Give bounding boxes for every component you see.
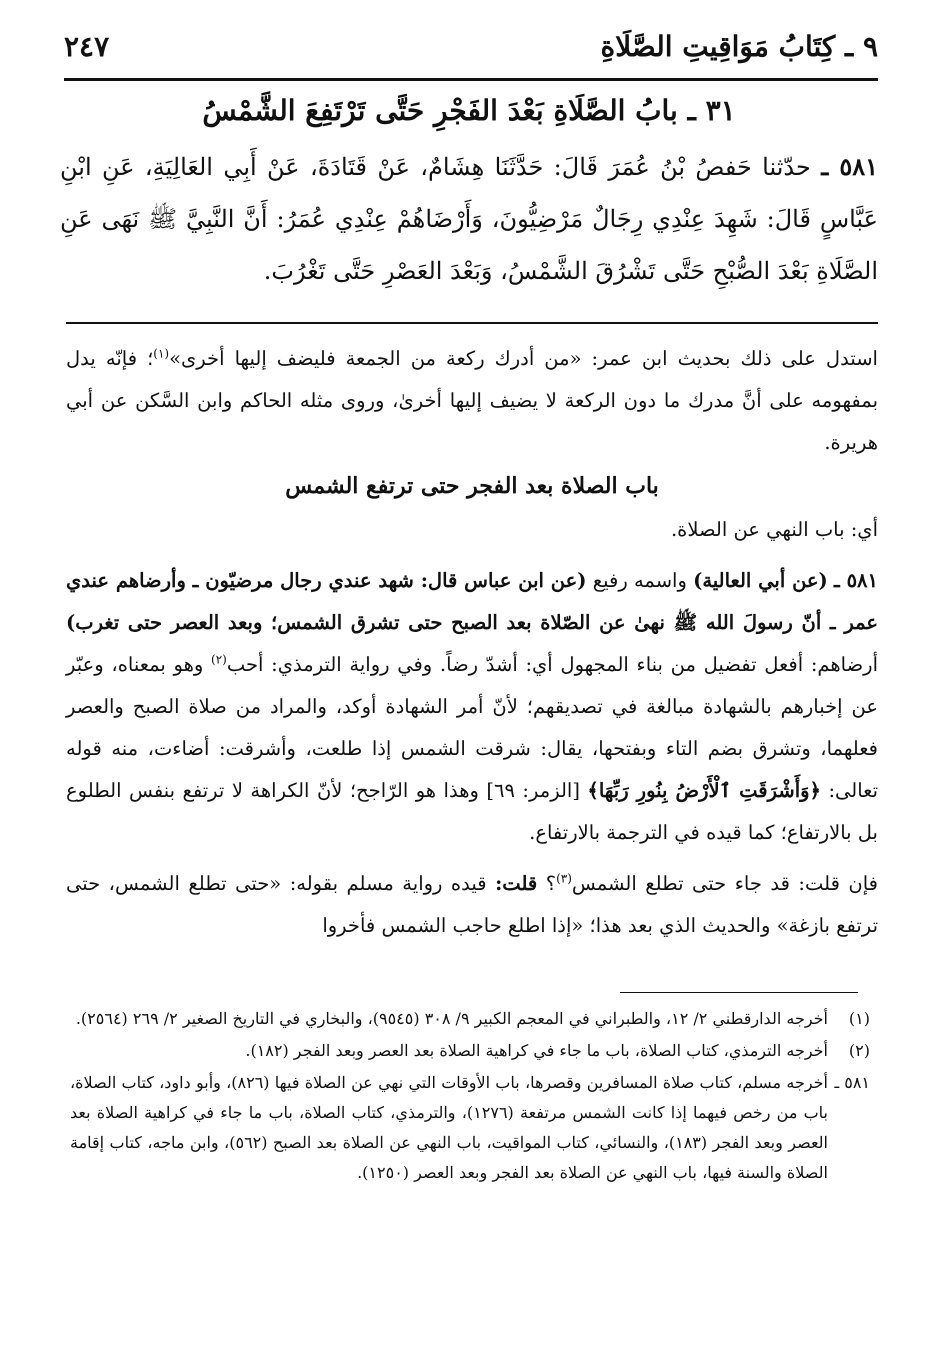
commentary-text: واسمه رفيع	[586, 569, 694, 592]
footnote-number: ٥٨١ ـ	[834, 1073, 870, 1092]
footnote	[70, 1036, 870, 1066]
commentary-paragraph	[66, 338, 878, 464]
commentary-title: باب الصلاة بعد الفجر حتى ترتفع الشمس	[285, 473, 659, 499]
qultu-label: قلت:	[495, 872, 538, 895]
commentary-paragraph	[66, 560, 878, 854]
page-number: ٢٤٧	[64, 30, 110, 63]
footnotes	[70, 1004, 870, 1190]
hadith-text	[60, 141, 878, 297]
footnote	[70, 1004, 870, 1034]
narrator-name: (عن أبي العالية)	[693, 569, 828, 592]
footnote-text: أخرجه الترمذي، كتاب الصلاة، باب ما جاء في كراهية الصلاة بعد العصر وبعد الفجر (١٨٢).	[245, 1041, 828, 1060]
footnote-text: أخرجه مسلم، كتاب صلاة المسافرين وقصرها، باب الأوقات التي نهي عن الصلاة فيها (٨٢٦)، وأبو داود، كتاب الصلاة، باب من رخص فيهما إذا كانت الشمس مرتفعة (١٢٧٦)، والترمذي، كتاب الصلاة، باب ما جاء في كراهية الصلاة بعد العصر وبعد الفجر (١٨٣)، والنسائي، كتاب المواقيت، باب النهي عن الصلاة بعد الصبح (٥٦٢)، وابن ماجه، كتاب إقامة الصلاة والسنة فيها، باب النهي عن الصلاة بعد الفجر وبعد العصر (١٢٥٠).	[70, 1073, 829, 1182]
quoted-hadith: (عن ابن عباس قال: شهد عندي رجال مرضيّون ـ وأرضاهم عندي عمر ـ أنّ رسولَ الله ﷺ نهىٰ عن الصّلاة بعد الصبح حتى تشرق الشمس؛ وبعد العصر حتى تغرب)	[66, 569, 878, 634]
commentary-text: وهو بمعناه، وعبّر عن إخبارهم بالشهادة مبالغة في تصديقهم؛ لأنّ أمر الشهادة أوكد، والمراد من صلاة الصبح والعصر فعلهما، وتشرق بضم التاء وبفتحها، يقال: شرقت الشمس إذا طلعت، وأشرقت: أضاءت، منه قوله تعالى:	[66, 653, 879, 802]
quran-verse: ﴿وَأَشْرَقَتِ ٱلْأَرْضُ بِنُورِ رَبِّهَا﴾	[587, 779, 821, 802]
hadith-block	[60, 94, 878, 297]
commentary-text: [الزمر: ٦٩] وهذا هو الرّاجح؛ لأنّ الكراهة لا ترتفع بنفس الطلوع بل بالارتفاع؛ كما قيده في الترجمة بالارتفاع.	[66, 779, 878, 844]
commentary-text: أرضاهم: أفعل تفضيل من بناء المجهول أي: أشدّ رضاً. وفي رواية الترمذي: أحب	[226, 653, 879, 676]
commentary-paragraph: أي: باب النهي عن الصلاة.	[670, 518, 878, 541]
chapter-title: ٣١ ـ بابُ الصَّلَاةِ بَعْدَ الفَجْرِ حَتَّى تَرْتَفِعَ الشَّمْسُ	[202, 94, 736, 127]
commentary-text: ؛ فإنّه يدل بمفهومه على أنَّ مدرك ما دون الركعة لا يضيف إليها أخرىٰ، وروى مثله الحاكم وابن السَّكن عن أبي هريرة.	[66, 347, 878, 454]
footnote	[70, 1068, 870, 1188]
hadith-number: ٥٨١ ـ	[834, 569, 878, 592]
footnote-ref: (٣)	[556, 871, 572, 886]
text-divider	[66, 322, 878, 324]
running-title: ٩ ـ كِتَابُ مَوَاقِيتِ الصَّلَاةِ	[600, 30, 878, 63]
commentary-text: قيده رواية مسلم بقوله: «حتى تطلع الشمس، حتى ترتفع بازغة» والحديث الذي بعد هذا؛ «إذا اطلع حاجب الشمس فأخروا	[66, 872, 878, 937]
footnote-text: أخرجه الدارقطني ٢/ ١٢، والطبراني في المعجم الكبير ٩/ ٣٠٨ (٩٥٤٥)، والبخاري في التاريخ الصغير ٢/ ٢٦٩ (٢٥٦٤).	[75, 1009, 828, 1028]
footnote-ref: (٢)	[211, 652, 227, 667]
commentary-text: فإن قلت: قد جاء حتى تطلع الشمس	[571, 872, 878, 895]
hadith-number: ٥٨١ ـ	[821, 152, 878, 181]
commentary	[66, 338, 878, 956]
commentary-text: استدل على ذلك بحديث ابن عمر: «من أدرك ركعة من الجمعة فليضف إليها أخرى»	[169, 347, 878, 370]
footnote-divider	[620, 992, 858, 993]
footnote-number: (١)	[848, 1009, 870, 1028]
commentary-text: ؟	[537, 872, 557, 895]
hadith-body: حدّثنا حَفصُ بْنُ عُمَرَ قَالَ: حَدَّثَنَا هِشَامٌ، عَنْ قَتَادَةَ، عَنْ أَبِي العَالِيَةِ، عَنِ ابْنِ عَبَّاسٍ قَالَ: شَهِدَ عِنْدِي رِجَالٌ مَرْضِيُّونَ، وَأَرْضَاهُمْ عِنْدِي عُمَرُ: أَنَّ النَّبِيَّ ﷺ نَهَى عَنِ الصَّلَاةِ بَعْدَ الصُّبْحِ حَتَّى تَشْرُقَ الشَّمْسُ، وَبَعْدَ العَصْرِ حَتَّى تَغْرُبَ.	[60, 153, 878, 285]
page-header	[64, 26, 878, 81]
footnote-ref: (١)	[153, 346, 170, 361]
footnote-number: (٢)	[848, 1041, 870, 1060]
commentary-paragraph	[66, 863, 878, 947]
